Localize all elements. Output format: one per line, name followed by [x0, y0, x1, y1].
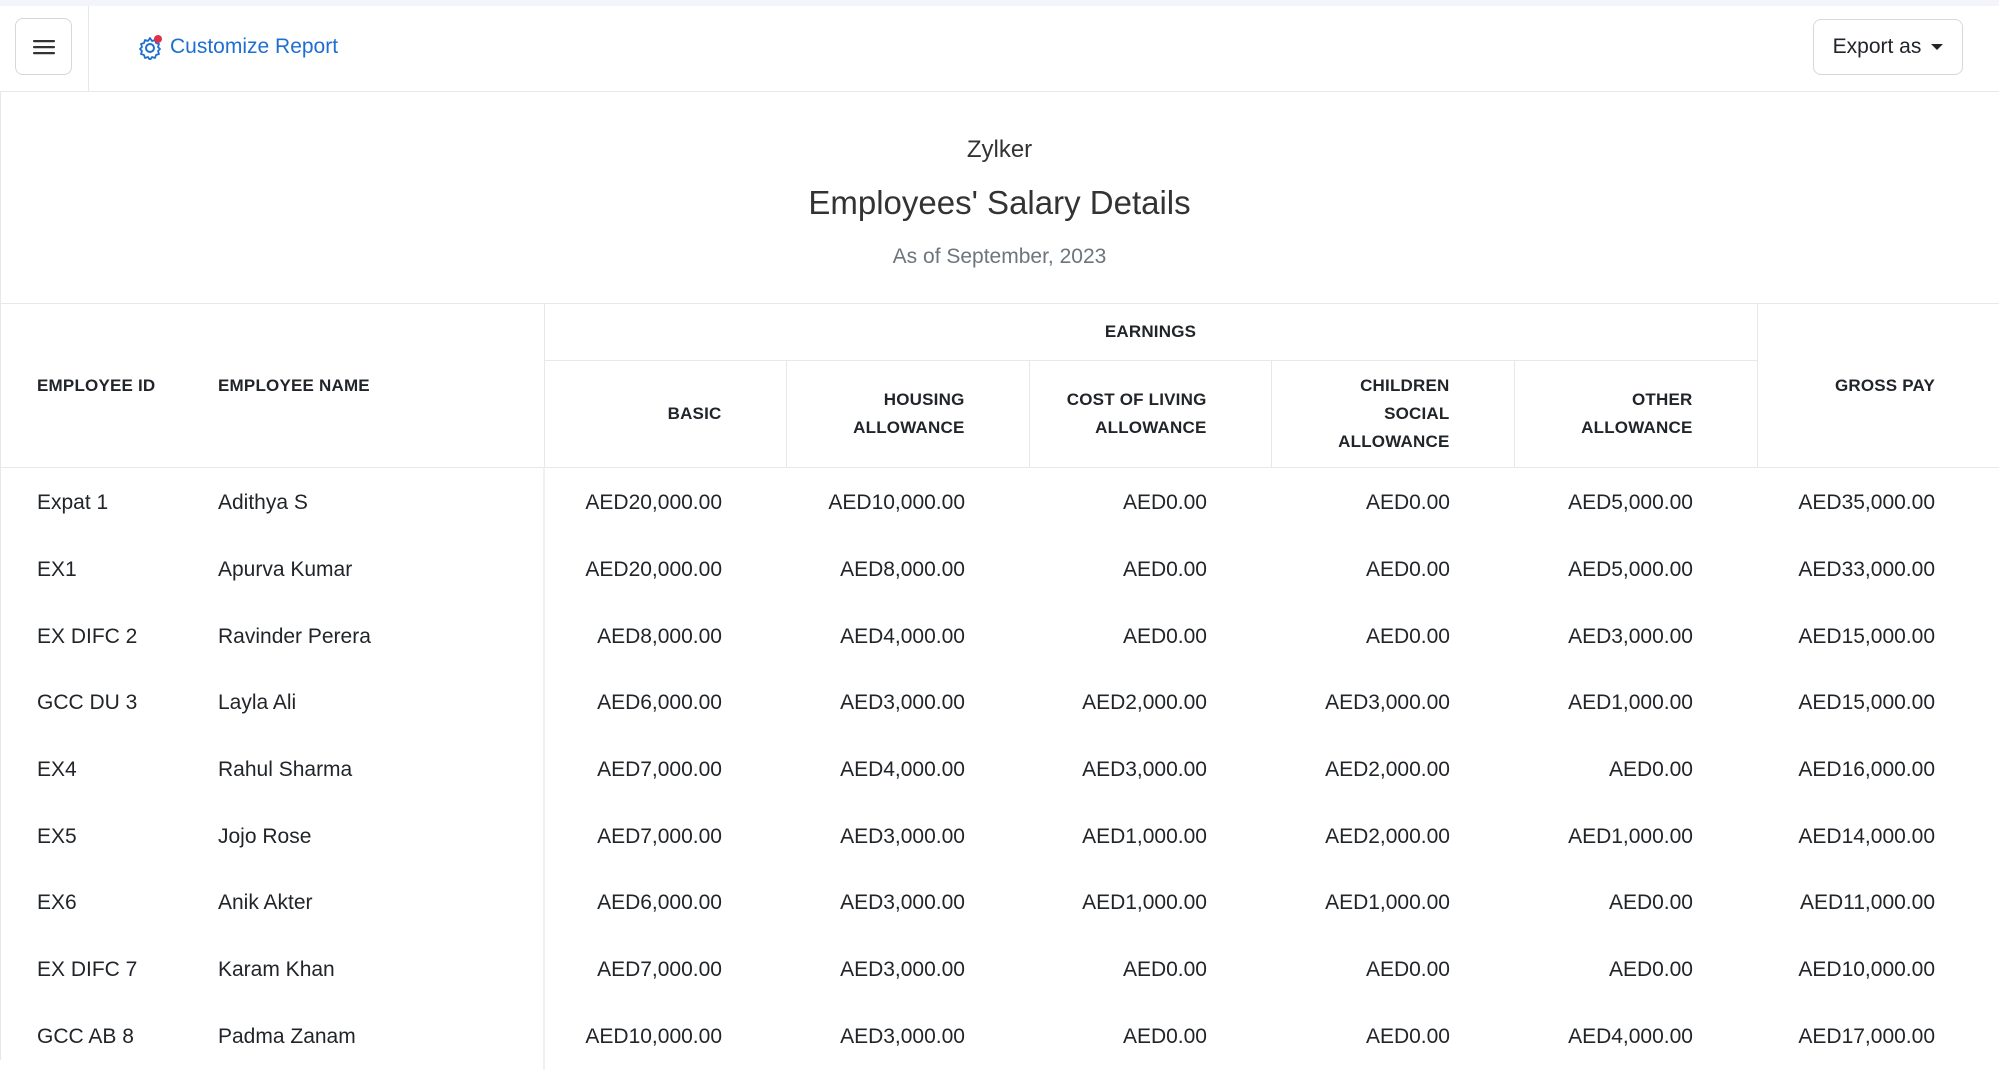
table-row[interactable] — [0, 670, 1999, 737]
header-row-top — [0, 304, 1999, 361]
cell-housing-allowance: AED10,000.00 — [828, 491, 965, 515]
cell-employee-name: Rahul Sharma — [218, 737, 544, 804]
cell-children-social-allowance: AED0.00 — [1365, 491, 1450, 515]
cell-employee-name: Adithya S — [218, 468, 544, 537]
table-row[interactable] — [0, 537, 1999, 604]
table-row[interactable] — [0, 937, 1999, 1004]
cell-children-social-allowance: AED1,000.00 — [1325, 891, 1450, 915]
cell-employee-name: Jojo Rose — [218, 803, 544, 870]
header-other-allowance[interactable] — [1514, 361, 1757, 468]
cell-basic: AED6,000.00 — [597, 691, 722, 715]
table-row[interactable] — [0, 468, 1999, 537]
cell-cost-of-living-allowance: AED0.00 — [1122, 624, 1207, 648]
header-employee-id[interactable]: EMPLOYEE ID — [0, 304, 218, 468]
cell-cost-of-living-allowance: AED1,000.00 — [1082, 824, 1207, 848]
cell-basic: AED10,000.00 — [585, 1024, 722, 1048]
cell-basic: AED20,000.00 — [585, 491, 722, 515]
salary-table — [0, 303, 1999, 1070]
cell-employee-name: Padma Zanam — [218, 1004, 544, 1071]
cell-other-allowance: AED0.00 — [1608, 958, 1693, 982]
header-col-line2: ALLOWANCE — [1095, 418, 1207, 437]
cell-children-social-allowance: AED0.00 — [1365, 624, 1450, 648]
cell-cost-of-living-allowance: AED2,000.00 — [1082, 691, 1207, 715]
cell-children-social-allowance: AED0.00 — [1365, 558, 1450, 582]
cell-employee-id: EX DIFC 7 — [37, 958, 138, 982]
header-children-line1: CHILDREN — [1360, 376, 1450, 395]
cell-children-social-allowance: AED0.00 — [1365, 958, 1450, 982]
cell-housing-allowance: AED3,000.00 — [840, 1024, 965, 1048]
cell-gross-pay: AED15,000.00 — [1798, 691, 1935, 715]
cell-cost-of-living-allowance: AED0.00 — [1122, 1024, 1207, 1048]
header-housing-allowance[interactable] — [786, 361, 1029, 468]
cell-children-social-allowance: AED0.00 — [1365, 1024, 1450, 1048]
header-earnings: EARNINGS — [544, 304, 1757, 361]
cell-employee-id: EX1 — [37, 558, 77, 582]
customize-report-label: Customize Report — [170, 35, 339, 58]
top-accent-line — [0, 0, 1999, 6]
header-children-line2: SOCIAL — [1384, 404, 1450, 423]
cell-cost-of-living-allowance: AED3,000.00 — [1082, 758, 1207, 782]
cell-gross-pay: AED14,000.00 — [1798, 824, 1935, 848]
cell-other-allowance: AED1,000.00 — [1568, 691, 1693, 715]
report-subtitle: As of September, 2023 — [892, 245, 1107, 268]
cell-housing-allowance: AED4,000.00 — [840, 624, 965, 648]
cell-housing-allowance: AED3,000.00 — [840, 958, 965, 982]
cell-children-social-allowance: AED2,000.00 — [1325, 824, 1450, 848]
cell-other-allowance: AED3,000.00 — [1568, 624, 1693, 648]
cell-children-social-allowance: AED3,000.00 — [1325, 691, 1450, 715]
report-header — [0, 92, 1999, 303]
chevron-down-icon — [1931, 44, 1943, 50]
header-children-social-allowance[interactable] — [1271, 361, 1514, 468]
notification-dot — [154, 35, 162, 43]
cell-other-allowance: AED5,000.00 — [1568, 491, 1693, 515]
cell-gross-pay: AED16,000.00 — [1798, 758, 1935, 782]
cell-housing-allowance: AED4,000.00 — [840, 758, 965, 782]
cell-employee-id: EX4 — [37, 758, 77, 782]
header-children-line3: ALLOWANCE — [1338, 432, 1450, 451]
cell-gross-pay: AED35,000.00 — [1798, 491, 1935, 515]
cell-other-allowance: AED1,000.00 — [1568, 824, 1693, 848]
cell-other-allowance: AED5,000.00 — [1568, 558, 1693, 582]
cell-basic: AED7,000.00 — [597, 824, 722, 848]
organization-name: Zylker — [966, 136, 1033, 163]
cell-employee-name: Ravinder Perera — [218, 603, 544, 670]
export-as-dropdown[interactable] — [1813, 19, 1963, 75]
cell-employee-id: GCC AB 8 — [37, 1024, 134, 1048]
table-row[interactable] — [0, 870, 1999, 937]
header-basic[interactable] — [544, 361, 786, 468]
header-other-line2: ALLOWANCE — [1581, 418, 1693, 437]
cell-housing-allowance: AED3,000.00 — [840, 891, 965, 915]
cell-cost-of-living-allowance: AED0.00 — [1122, 958, 1207, 982]
cell-employee-id: EX5 — [37, 824, 77, 848]
cell-employee-name: Apurva Kumar — [218, 537, 544, 604]
cell-employee-id: Expat 1 — [37, 491, 109, 515]
customize-report-link[interactable] — [138, 30, 338, 64]
cell-employee-id: GCC DU 3 — [37, 691, 138, 715]
table-row[interactable] — [0, 803, 1999, 870]
header-col-line1: COST OF LIVING — [1066, 390, 1207, 409]
cell-gross-pay: AED10,000.00 — [1798, 958, 1935, 982]
header-gross-pay[interactable]: GROSS PAY — [1757, 304, 1999, 468]
report-title: Employees' Salary Details — [808, 184, 1191, 221]
hamburger-menu-icon — [33, 39, 55, 55]
cell-other-allowance: AED0.00 — [1608, 891, 1693, 915]
table-row[interactable] — [0, 737, 1999, 804]
cell-gross-pay: AED15,000.00 — [1798, 624, 1935, 648]
gear-icon — [138, 34, 164, 60]
header-housing-line1: HOUSING — [883, 390, 965, 409]
cell-other-allowance: AED0.00 — [1608, 758, 1693, 782]
cell-cost-of-living-allowance: AED1,000.00 — [1082, 891, 1207, 915]
toolbar-divider — [88, 6, 89, 92]
cell-basic: AED20,000.00 — [585, 558, 722, 582]
table-row[interactable] — [0, 1004, 1999, 1071]
table-row[interactable] — [0, 603, 1999, 670]
cell-cost-of-living-allowance: AED0.00 — [1122, 491, 1207, 515]
cell-employee-id: EX DIFC 2 — [37, 624, 138, 648]
header-cost-of-living-allowance[interactable] — [1029, 361, 1271, 468]
cell-housing-allowance: AED3,000.00 — [840, 824, 965, 848]
cell-gross-pay: AED11,000.00 — [1799, 891, 1935, 915]
cell-gross-pay: AED33,000.00 — [1798, 558, 1935, 582]
header-employee-name[interactable]: EMPLOYEE NAME — [218, 304, 544, 468]
cell-employee-name: Anik Akter — [218, 870, 544, 937]
header-housing-line2: ALLOWANCE — [853, 418, 965, 437]
cell-basic: AED6,000.00 — [597, 891, 722, 915]
cell-children-social-allowance: AED2,000.00 — [1325, 758, 1450, 782]
cell-basic: AED7,000.00 — [597, 958, 722, 982]
cell-basic: AED7,000.00 — [597, 758, 722, 782]
menu-button[interactable] — [15, 18, 72, 75]
header-other-line1: OTHER — [1632, 390, 1693, 409]
table-body — [0, 468, 1999, 1071]
cell-basic: AED8,000.00 — [597, 624, 722, 648]
cell-housing-allowance: AED3,000.00 — [840, 691, 965, 715]
cell-cost-of-living-allowance: AED0.00 — [1122, 558, 1207, 582]
top-toolbar — [0, 0, 1999, 92]
cell-employee-name: Karam Khan — [218, 937, 544, 1004]
cell-employee-name: Layla Ali — [218, 670, 544, 737]
cell-housing-allowance: AED8,000.00 — [840, 558, 965, 582]
header-basic-label: BASIC — [667, 404, 722, 423]
cell-other-allowance: AED4,000.00 — [1568, 1024, 1693, 1048]
export-as-label: Export as — [1832, 35, 1922, 58]
cell-employee-id: EX6 — [37, 891, 77, 915]
cell-gross-pay: AED17,000.00 — [1798, 1024, 1935, 1048]
